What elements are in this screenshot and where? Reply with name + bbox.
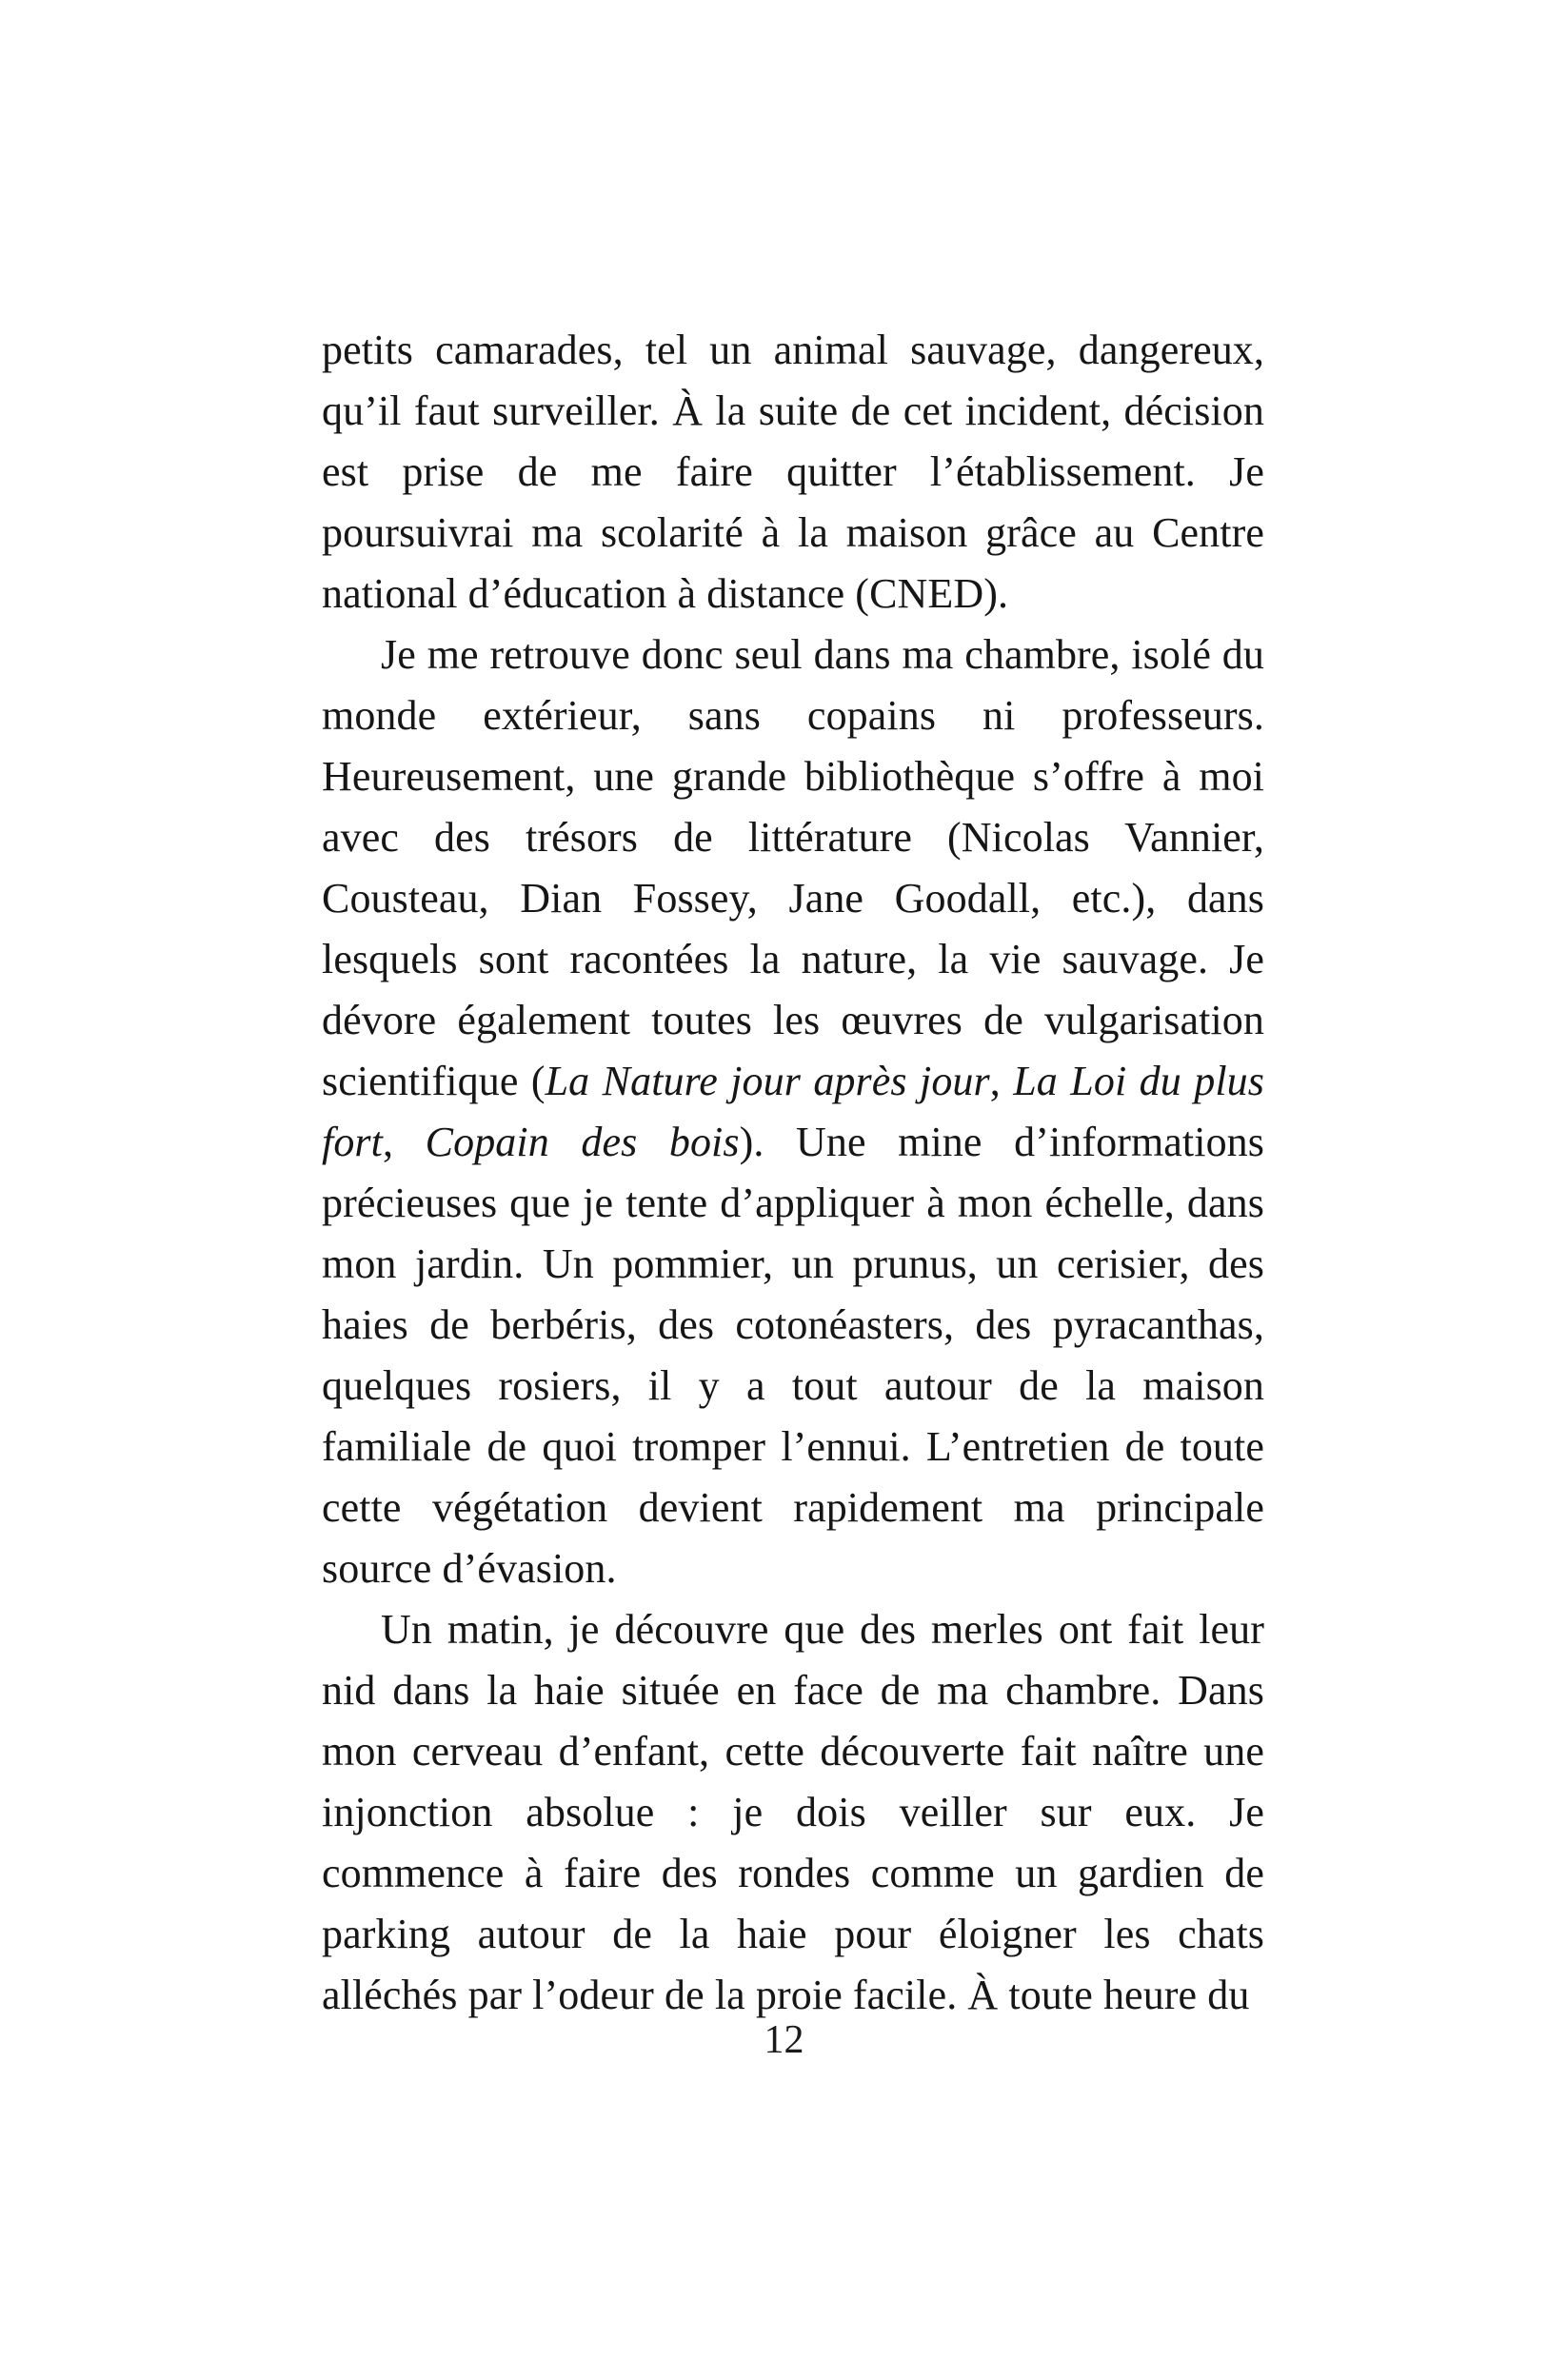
paragraph-2-run-5: , [382, 1119, 426, 1165]
paragraph-1 [322, 320, 1264, 625]
paragraph-1-run-1: petits camarades, tel un animal sauvage, dangereux, qu’il faut surveiller. À la suite de cet incident, décision est prise de me faire quitter l’établissement. Je poursuivrai ma scolarité à la maison grâce au Centre national d’éducation à distance (CNED). [322, 327, 1264, 617]
paragraph-2-run-3: , [989, 1058, 1014, 1104]
paragraph-2-run-1: Je me retrouve donc seul dans ma chambre, isolé du monde extérieur, sans copains ni professeurs. Heureusement, une grande bibliothèque s’offre à moi avec des trésors de littérature (Nicolas Vannier, Cousteau, Dian Fossey, Jane Goodall, etc.), dans lesquels sont racontées la nature, la vie sauvage. Je dévore également toutes les œuvres de vulgarisation scientifique ( [322, 631, 1264, 1104]
book-title-la-nature-jour-apres-jour: La Nature jour après jour [545, 1058, 990, 1104]
paragraph-2 [322, 625, 1264, 1599]
page-number: 12 [764, 2018, 804, 2062]
paragraph-3 [322, 1599, 1264, 2026]
paragraph-3-run-1: Un matin, je découvre que des merles ont fait leur nid dans la haie située en face de ma chambre. Dans mon cerveau d’enfant, cette découverte fait naître une injonction absolue : je dois veiller sur eux. Je commence à faire des rondes comme un gardien de parking autour de la haie pour éloigner les chats alléchés par l’odeur de la proie facile. À toute heure du [322, 1606, 1264, 2018]
page-text-block [322, 320, 1264, 2026]
book-title-la-loi-du-plus-fort: La Loi du plus fort [322, 1058, 1264, 1165]
book-title-copain-des-bois: Copain des bois [425, 1119, 740, 1165]
paragraph-2-run-7: ). Une mine d’informations précieuses que je tente d’appliquer à mon échelle, dans mon jardin. Un pommier, un prunus, un cerisier, des haies de berbéris, des cotonéasters, des pyracanthas, quelques rosiers, il y a tout autour de la maison familiale de quoi tromper l’ennui. L’entretien de toute cette végétation devient rapidement ma principale source d’évasion. [322, 1119, 1264, 1592]
